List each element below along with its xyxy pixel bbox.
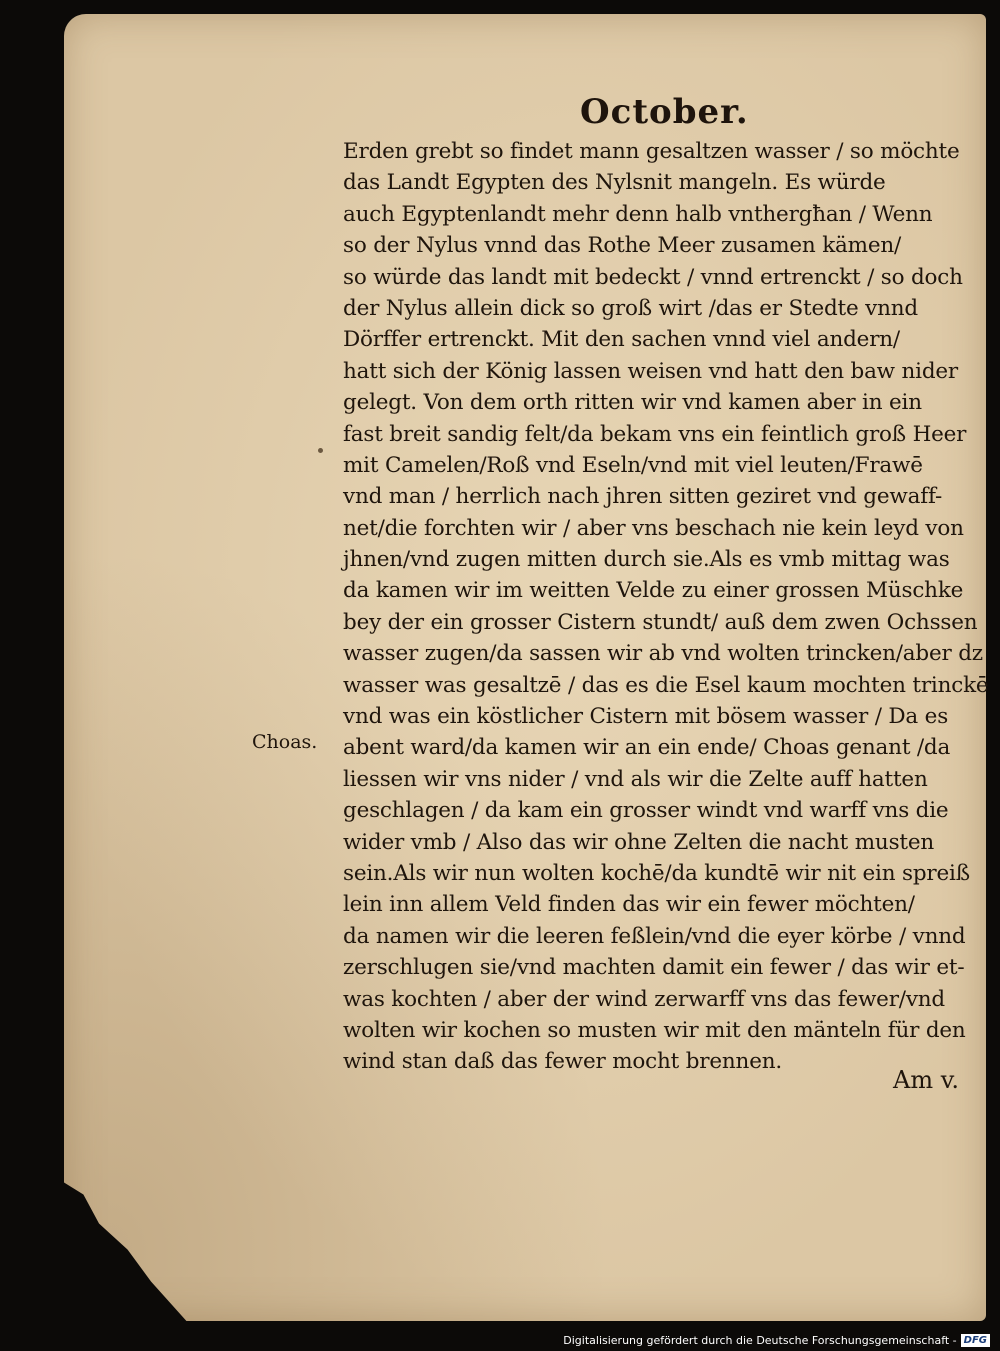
text-line: zerschlugen sie/vnd machten damit ein fewer / das wir et- xyxy=(343,955,965,981)
running-header: October. xyxy=(580,92,749,132)
text-line: net/die forchten wir / aber vns beschach nie kein leyd von xyxy=(343,515,964,541)
text-line: fast breit sandig felt/da bekam vns ein feintlich groß Heer xyxy=(343,421,967,447)
dfg-logo: DFG xyxy=(961,1334,990,1347)
margin-note: Choas. xyxy=(252,731,318,753)
ink-speck xyxy=(318,448,323,453)
catchword: Am v. xyxy=(893,1066,960,1094)
text-line: so würde das landt mit bedeckt / vnnd ertrenckt / so doch xyxy=(343,264,963,290)
text-line: vnd was ein köstlicher Cistern mit bösem wasser / Da es xyxy=(343,704,949,730)
text-line: mit Camelen/Roß vnd Eseln/vnd mit viel leuten/Frawē xyxy=(343,452,923,478)
text-line: sein.Als wir nun wolten kochē/da kundtē wir nit ein spreiß xyxy=(343,860,970,886)
text-line: der Nylus allein dick so groß wirt /das er Stedte vnnd xyxy=(343,295,918,321)
text-line: Erden grebt so findet mann gesaltzen wasser / so möchte xyxy=(343,139,960,164)
funding-footer xyxy=(563,1332,990,1348)
text-line: wasser zugen/da sassen wir ab vnd wolten trincken/aber dz xyxy=(343,641,983,667)
text-line: auch Egyptenlandt mehr denn halb vnthergħan / Wenn xyxy=(343,201,933,227)
text-line: lein inn allem Veld finden das wir ein fewer möchten/ xyxy=(343,892,915,918)
text-line: liessen wir vns nider / vnd als wir die Zelte auff hatten xyxy=(343,766,928,792)
text-line: geschlagen / da kam ein grosser windt vnd warff vns die xyxy=(343,798,949,824)
text-line: so der Nylus vnnd das Rothe Meer zusamen kämen/ xyxy=(343,233,902,259)
text-line: vnd man / herrlich nach jhren sitten geziret vnd gewaff- xyxy=(343,484,943,510)
body-text xyxy=(343,136,989,1078)
text-line: gelegt. Von dem orth ritten wir vnd kamen aber in ein xyxy=(343,390,922,416)
text-line: wind stan daß das fewer mocht brennen. xyxy=(343,1049,782,1075)
text-line: wasser was gesaltzē / das es die Esel kaum mochten trinckē xyxy=(343,672,989,698)
text-line: abent ward/da kamen wir an ein ende/ Choas genant /da xyxy=(343,735,951,761)
text-line: hatt sich der König lassen weisen vnd hatt den baw nider xyxy=(343,358,959,384)
text-line: jhnen/vnd zugen mitten durch sie.Als es vmb mittag was xyxy=(343,547,950,573)
text-line: wolten wir kochen so musten wir mit den mänteln für den xyxy=(343,1017,966,1043)
text-line: da kamen wir im weitten Velde zu einer grossen Müschke xyxy=(343,578,964,604)
text-line: was kochten / aber der wind zerwarff vns das fewer/vnd xyxy=(343,986,945,1012)
text-line: da namen wir die leeren feßlein/vnd die eyer körbe / vnnd xyxy=(343,923,966,949)
text-line: Dörffer ertrenckt. Mit den sachen vnnd viel andern/ xyxy=(343,327,900,353)
text-line: bey der ein grosser Cistern stundt/ auß dem zwen Ochssen xyxy=(343,609,978,635)
text-line: wider vmb / Also das wir ohne Zelten die nacht musten xyxy=(343,829,935,855)
funding-text: Digitalisierung gefördert durch die Deutsche Forschungsgemeinschaft - xyxy=(563,1333,957,1347)
text-line: das Landt Egypten des Nylsnit mangeln. Es würde xyxy=(343,170,886,196)
